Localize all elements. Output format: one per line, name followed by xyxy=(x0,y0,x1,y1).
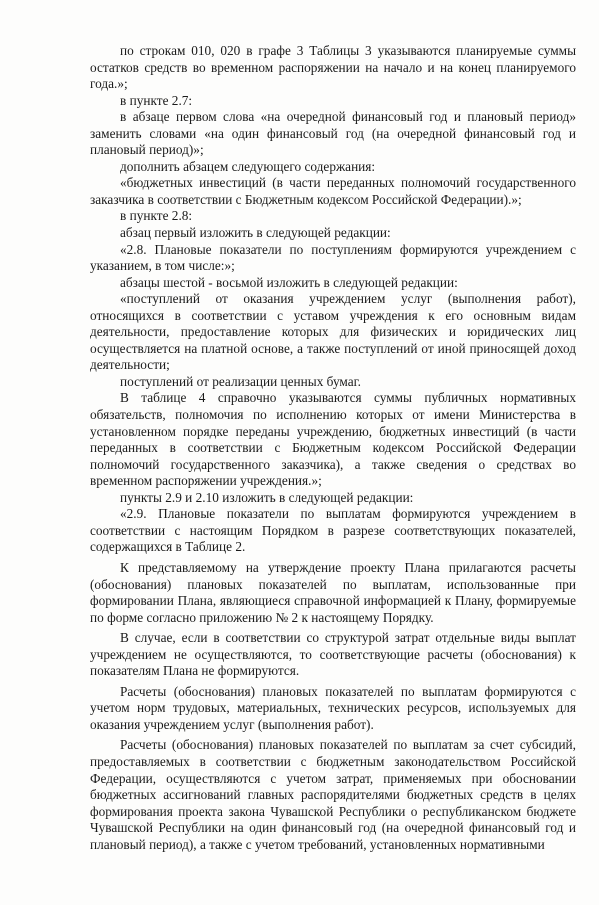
paragraph-1: по строкам 010, 020 в графе 3 Таблицы 3 указываются планируемые суммы остатков средств во временном распоряжении на начало и на конец планируемого года.»; xyxy=(90,43,576,92)
paragraph-17: Расчеты (обоснования) плановых показателей по выплатам формируются с учетом норм трудовых, материальных, технических ресурсов, используемых для оказания учреждением услуг (выполнения работ). xyxy=(90,683,576,732)
paragraph-6: в пункте 2.8: xyxy=(120,208,193,224)
paragraph-7: абзац первый изложить в следующей редакции: xyxy=(120,225,391,241)
paragraph-8: «2.8. Плановые показатели по поступлениям формируются учреждением с указанием, в том числе:»; xyxy=(90,241,576,274)
paragraph-9: абзацы шестой - восьмой изложить в следующей редакции: xyxy=(120,274,458,290)
paragraph-13: пункты 2.9 и 2.10 изложить в следующей редакции: xyxy=(120,489,414,505)
paragraph-12: В таблице 4 справочно указываются суммы публичных нормативных обязательств, полномочия по исполнению которых от имени Министерства в установленном порядке переданы учреждению, бюджетных инвестиций (в части переданных в соответствии с Бюджетным кодексом Российской Федерации полномочий государственного заказчика), а также сведения о средствах во временном распоряжении учреждения.»; xyxy=(90,390,576,489)
paragraph-4: дополнить абзацем следующего содержания: xyxy=(120,158,376,174)
paragraph-5: «бюджетных инвестиций (в части переданных полномочий государственного заказчика в соответствии с Бюджетным кодексом Российской Федерации).»; xyxy=(90,175,576,207)
paragraph-3: в абзаце первом слова «на очередной финансовый год и плановый период» заменить словами «на один финансовый год (на очередной финансовый год и плановый период)»; xyxy=(90,109,576,158)
paragraph-16: В случае, если в соответствии со структурой затрат отдельные виды выплат учреждением не осуществляются, то соответствующие расчеты (обоснования) к показателям Плана не формируются. xyxy=(90,630,576,679)
document-body xyxy=(90,43,576,853)
paragraph-10: «поступлений от оказания учреждением услуг (выполнения работ), относящихся в соответствии с уставом учреждения к его основным видам деятельности, предоставление которых для физических и юридических лиц осуществляется на платной основе, а также поступлений от иной приносящей доход деятельности; xyxy=(90,291,576,373)
paragraph-2: в пункте 2.7: xyxy=(120,92,193,108)
paragraph-15: К представляемому на утверждение проекту Плана прилагаются расчеты (обоснования) плановых показателей по выплатам, использованные при формировании Плана, являющиеся справочной информацией к Плану, формируемые по форме согласно приложению № 2 к настоящему Порядку. xyxy=(90,559,576,625)
paragraph-11: поступлений от реализации ценных бумаг. xyxy=(120,373,361,389)
paragraph-18: Расчеты (обоснования) плановых показателей по выплатам за счет субсидий, предоставляемых в соответствии с бюджетным законодательством Российской Федерации, осуществляются с учетом затрат, применяемых при обосновании бюджетных ассигнований главных распорядителями бюджетных средств в целях формирования проекта закона Чувашской Республики о республиканском бюджете Чувашской Республики на один финансовый год (на очередной финансовый год и плановый период), а также с учетом требований, установленных нормативными xyxy=(90,737,576,852)
paragraph-14: «2.9. Плановые показатели по выплатам формируются учреждением в соответствии с настоящим Порядком в разрезе соответствующих показателей, содержащихся в Таблице 2. xyxy=(90,506,576,555)
